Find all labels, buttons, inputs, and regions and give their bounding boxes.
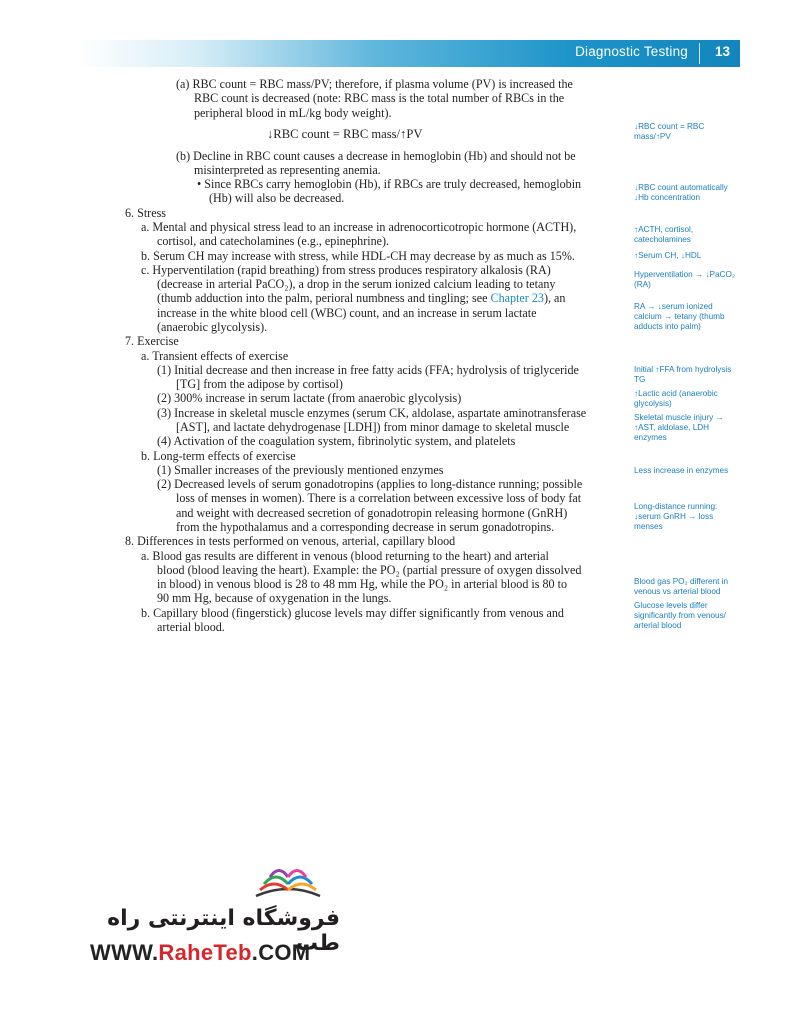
site-brand: RaheTeb — [158, 940, 252, 965]
text-line: (2) Decreased levels of serum gonadotropins (applies to long-distance running; possible — [157, 477, 583, 491]
margin-note-line: RA → ↓serum ionized — [634, 302, 713, 311]
margin-note — [634, 122, 754, 142]
text-line: • Since RBCs carry hemoglobin (Hb), if RBCs are truly decreased, hemoglobin — [197, 177, 582, 191]
margin-note-line: venous vs arterial blood — [634, 587, 721, 597]
text-line: (3) Increase in skeletal muscle enzymes (serum CK, aldolase, aspartate aminotransferase — [157, 406, 587, 420]
margin-note-line: Long-distance running: — [634, 502, 718, 511]
margin-note-line: Initial ↑FFA from hydrolysis — [634, 365, 732, 374]
margin-note-line: mass/↑PV — [634, 132, 671, 142]
text-line: 6. Stress — [125, 206, 166, 220]
page-header — [78, 40, 740, 67]
margin-note-line: significantly from venous/ — [634, 611, 726, 621]
book-logo-icon — [248, 860, 328, 900]
margin-note-line: glycolysis) — [634, 399, 672, 409]
text-line: (anaerobic glycolysis). — [157, 320, 268, 334]
chapter-23-link[interactable]: Chapter 23 — [490, 291, 544, 305]
rbc-formula: ↓RBC count = RBC mass/↑PV — [267, 127, 423, 141]
margin-note-line: Glucose levels differ — [634, 601, 708, 610]
text-line: a. Transient effects of exercise — [141, 349, 289, 363]
text-line: 7. Exercise — [125, 334, 179, 348]
margin-note-line: adducts into palm) — [634, 322, 701, 332]
margin-note — [634, 270, 754, 290]
text-line: (1) Initial decrease and then increase in free fatty acids (FFA; hydrolysis of triglyceride — [157, 363, 579, 377]
margin-note-line: arterial blood — [634, 621, 682, 631]
margin-note-line: ↓RBC count automatically — [634, 183, 728, 192]
text-line: arterial blood. — [157, 620, 225, 634]
margin-note-line: ↑ACTH, cortisol, — [634, 225, 694, 234]
text-line: and weight with decreased secretion of gonadotropin releasing hormone (GnRH) — [176, 506, 568, 520]
text-line: blood (blood leaving the heart). Example: the PO₂ (partial pressure of oxygen dissolved — [157, 563, 582, 577]
margin-note — [634, 389, 754, 409]
text-line: c. Hyperventilation (rapid breathing) from stress produces respiratory alkalosis (RA) — [141, 263, 551, 277]
text-line: (1) Smaller increases of the previously mentioned enzymes — [157, 463, 444, 477]
site-suffix: .COM — [251, 940, 311, 965]
header-title: Diagnostic Testing — [575, 44, 688, 59]
margin-note-line: (RA) — [634, 280, 651, 290]
text-line: increase in the white blood cell (WBC) count, and an increase in serum lactate — [157, 306, 537, 320]
margin-note — [634, 502, 754, 533]
margin-note — [634, 413, 754, 444]
margin-note-line: Hyperventilation → ↓PaCO₂ — [634, 270, 736, 279]
margin-note-line: ↓Hb concentration — [634, 193, 700, 203]
text-line: a. Blood gas results are different in venous (blood returning to the heart) and arterial — [141, 549, 549, 563]
margin-note-line: enzymes — [634, 433, 667, 443]
text-line: (Hb) will also be decreased. — [209, 191, 345, 205]
text-line: (decrease in arterial PaCO₂), a drop in the serum ionized calcium leading to tetany — [157, 277, 556, 291]
margin-note-line: ↓serum GnRH → loss — [634, 512, 714, 522]
page-number: 13 — [714, 44, 730, 59]
text-line: in blood) in venous blood is 28 to 48 mm Hg, while the PO₂ in arterial blood is 80 to — [157, 577, 568, 591]
site-prefix: WWW. — [90, 940, 159, 965]
margin-note — [634, 302, 754, 333]
margin-note-line: Blood gas PO₂ different in — [634, 577, 729, 586]
margin-note — [634, 466, 754, 476]
margin-note-line: TG — [634, 375, 646, 385]
text-line: b. Capillary blood (fingerstick) glucose levels may differ significantly from venous and — [141, 606, 564, 620]
text-line: misinterpreted as representing anemia. — [194, 163, 381, 177]
margin-note-line: ↓RBC count = RBC — [634, 122, 705, 131]
margin-note — [634, 577, 754, 597]
margin-note-line: ↑Serum CH, ↓HDL — [634, 251, 702, 260]
margin-note — [634, 225, 754, 245]
text-line: [TG] from the adipose by cortisol) — [176, 377, 343, 391]
margin-note-line: calcium → tetany (thumb — [634, 312, 725, 322]
watermark-persian: فروشگاه اینترنتی راه طب — [107, 906, 340, 956]
header-divider — [699, 43, 700, 64]
text-line: (a) RBC count = RBC mass/PV; therefore, if plasma volume (PV) is increased the — [176, 77, 573, 91]
text-line: cortisol, and catecholamines (e.g., epinephrine). — [157, 234, 390, 248]
text-line: 90 mm Hg, because of oxygenation in the lungs. — [157, 591, 392, 605]
margin-note-line: Less increase in enzymes — [634, 466, 729, 475]
margin-note — [634, 251, 754, 261]
text-line: [AST], and lactate dehydrogenase [LDH]) from minor damage to skeletal muscle — [176, 420, 570, 434]
text-line: loss of menses in women). There is a correlation between excessive loss of body fat — [176, 491, 582, 505]
margin-note-line: ↑AST, aldolase, LDH — [634, 423, 710, 433]
text-line: 8. Differences in tests performed on venous, arterial, capillary blood — [125, 534, 456, 548]
text-line: (b) Decline in RBC count causes a decrease in hemoglobin (Hb) and should not be — [176, 149, 576, 163]
text-line: (thumb adduction into the palm, perioral numbness and tingling; see Chapter 23), an — [157, 291, 566, 305]
text-line: b. Serum CH may increase with stress, while HDL-CH may decrease by as much as 15%. — [141, 249, 575, 263]
margin-note — [634, 601, 754, 632]
margin-note — [634, 365, 754, 385]
text-line: RBC count is decreased (note: RBC mass is the total number of RBCs in the — [194, 91, 565, 105]
watermark-site — [90, 940, 310, 966]
margin-note-line: catecholamines — [634, 235, 691, 245]
margin-note-line: ↑Lactic acid (anaerobic — [634, 389, 718, 398]
text-line: from the hypothalamus and a corresponding decrease in serum gonadotropins. — [176, 520, 555, 534]
chapter-link-tail: ), an — [543, 291, 566, 305]
margin-note — [634, 183, 754, 203]
margin-note-line: menses — [634, 522, 663, 532]
text-line: a. Mental and physical stress lead to an increase in adrenocorticotropic hormone (ACTH), — [141, 220, 577, 234]
text-line: (4) Activation of the coagulation system, fibrinolytic system, and platelets — [157, 434, 516, 448]
text-line: peripheral blood in mL/kg body weight). — [194, 106, 392, 120]
margin-note-line: Skeletal muscle injury → — [634, 413, 724, 422]
text-line: b. Long-term effects of exercise — [141, 449, 296, 463]
text-line: (2) 300% increase in serum lactate (from anaerobic glycolysis) — [157, 391, 462, 405]
